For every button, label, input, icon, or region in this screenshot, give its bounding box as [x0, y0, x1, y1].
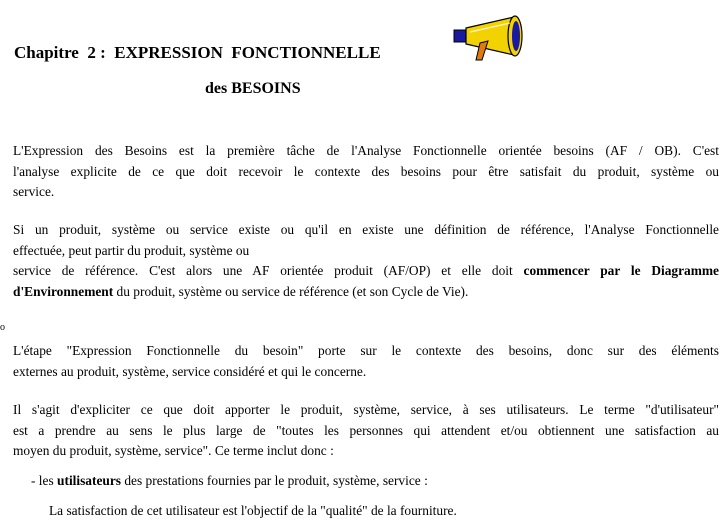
- text-line: L'étape "Expression Fonctionnelle du besoin" porte sur le contexte des besoins, donc sur des éléments: [13, 343, 719, 358]
- text-span: service de référence. C'est alors une AF orientée produit (AF/OP) et elle doit: [13, 263, 524, 278]
- text-line: moyen du produit, système, service". Ce terme inclut donc :: [13, 443, 334, 458]
- text-line: Si un produit, système ou service existe ou qu'il en existe une définition de référence, l'Analyse Fonctionnelle: [13, 222, 719, 237]
- text-line: effectuée, peut partir du produit, système ou: [13, 242, 250, 258]
- text-line: [13, 261, 719, 282]
- text-line: L'Expression des Besoins est la première tâche de l'Analyse Fonctionnelle orientée besoins (AF / OB). C'est: [13, 143, 719, 158]
- paragraph-users: [13, 400, 719, 462]
- emphasis-text: d'Environnement: [13, 283, 114, 299]
- margin-marker: o: [0, 322, 5, 333]
- list-subtext: La satisfaction de cet utilisateur est l'objectif de la "qualité" de la fourniture.: [49, 503, 457, 518]
- emphasis-text: commencer par le Diagramme: [523, 263, 719, 278]
- chapter-title-line1: Chapitre 2 : EXPRESSION FONCTIONNELLE: [14, 43, 381, 62]
- paragraph-step: [13, 341, 719, 382]
- text-line: est a prendre au sens le plus large de "toutes les personnes qui attendent et/ou obtiennent une satisfaction au: [13, 422, 719, 438]
- emphasis-text: utilisateurs: [57, 473, 122, 488]
- text-line: externes au produit, système, service considéré et qui le concerne.: [13, 363, 367, 379]
- text-span: - les: [31, 473, 58, 488]
- text-line: l'analyse explicite de ce que doit recevoir le contexte des besoins pour être satisfait du produit, système ou: [13, 163, 719, 179]
- paragraph-intro: [13, 141, 719, 203]
- paragraph-reference: [13, 220, 719, 302]
- chapter-title-line2: des BESOINS: [205, 80, 301, 97]
- list-item: [31, 471, 428, 492]
- text-span: du produit, système ou service de référence (et son Cycle de Vie).: [113, 283, 469, 299]
- text-span: des prestations fournies par le produit, système, service :: [121, 473, 428, 488]
- megaphone-icon: [452, 14, 530, 64]
- text-line: [13, 282, 719, 303]
- text-line: service.: [13, 184, 55, 199]
- text-line: Il s'agit d'expliciter ce que doit apporter le produit, système, service, à ses utilisateurs. Le terme "d'utilisateur": [13, 402, 719, 417]
